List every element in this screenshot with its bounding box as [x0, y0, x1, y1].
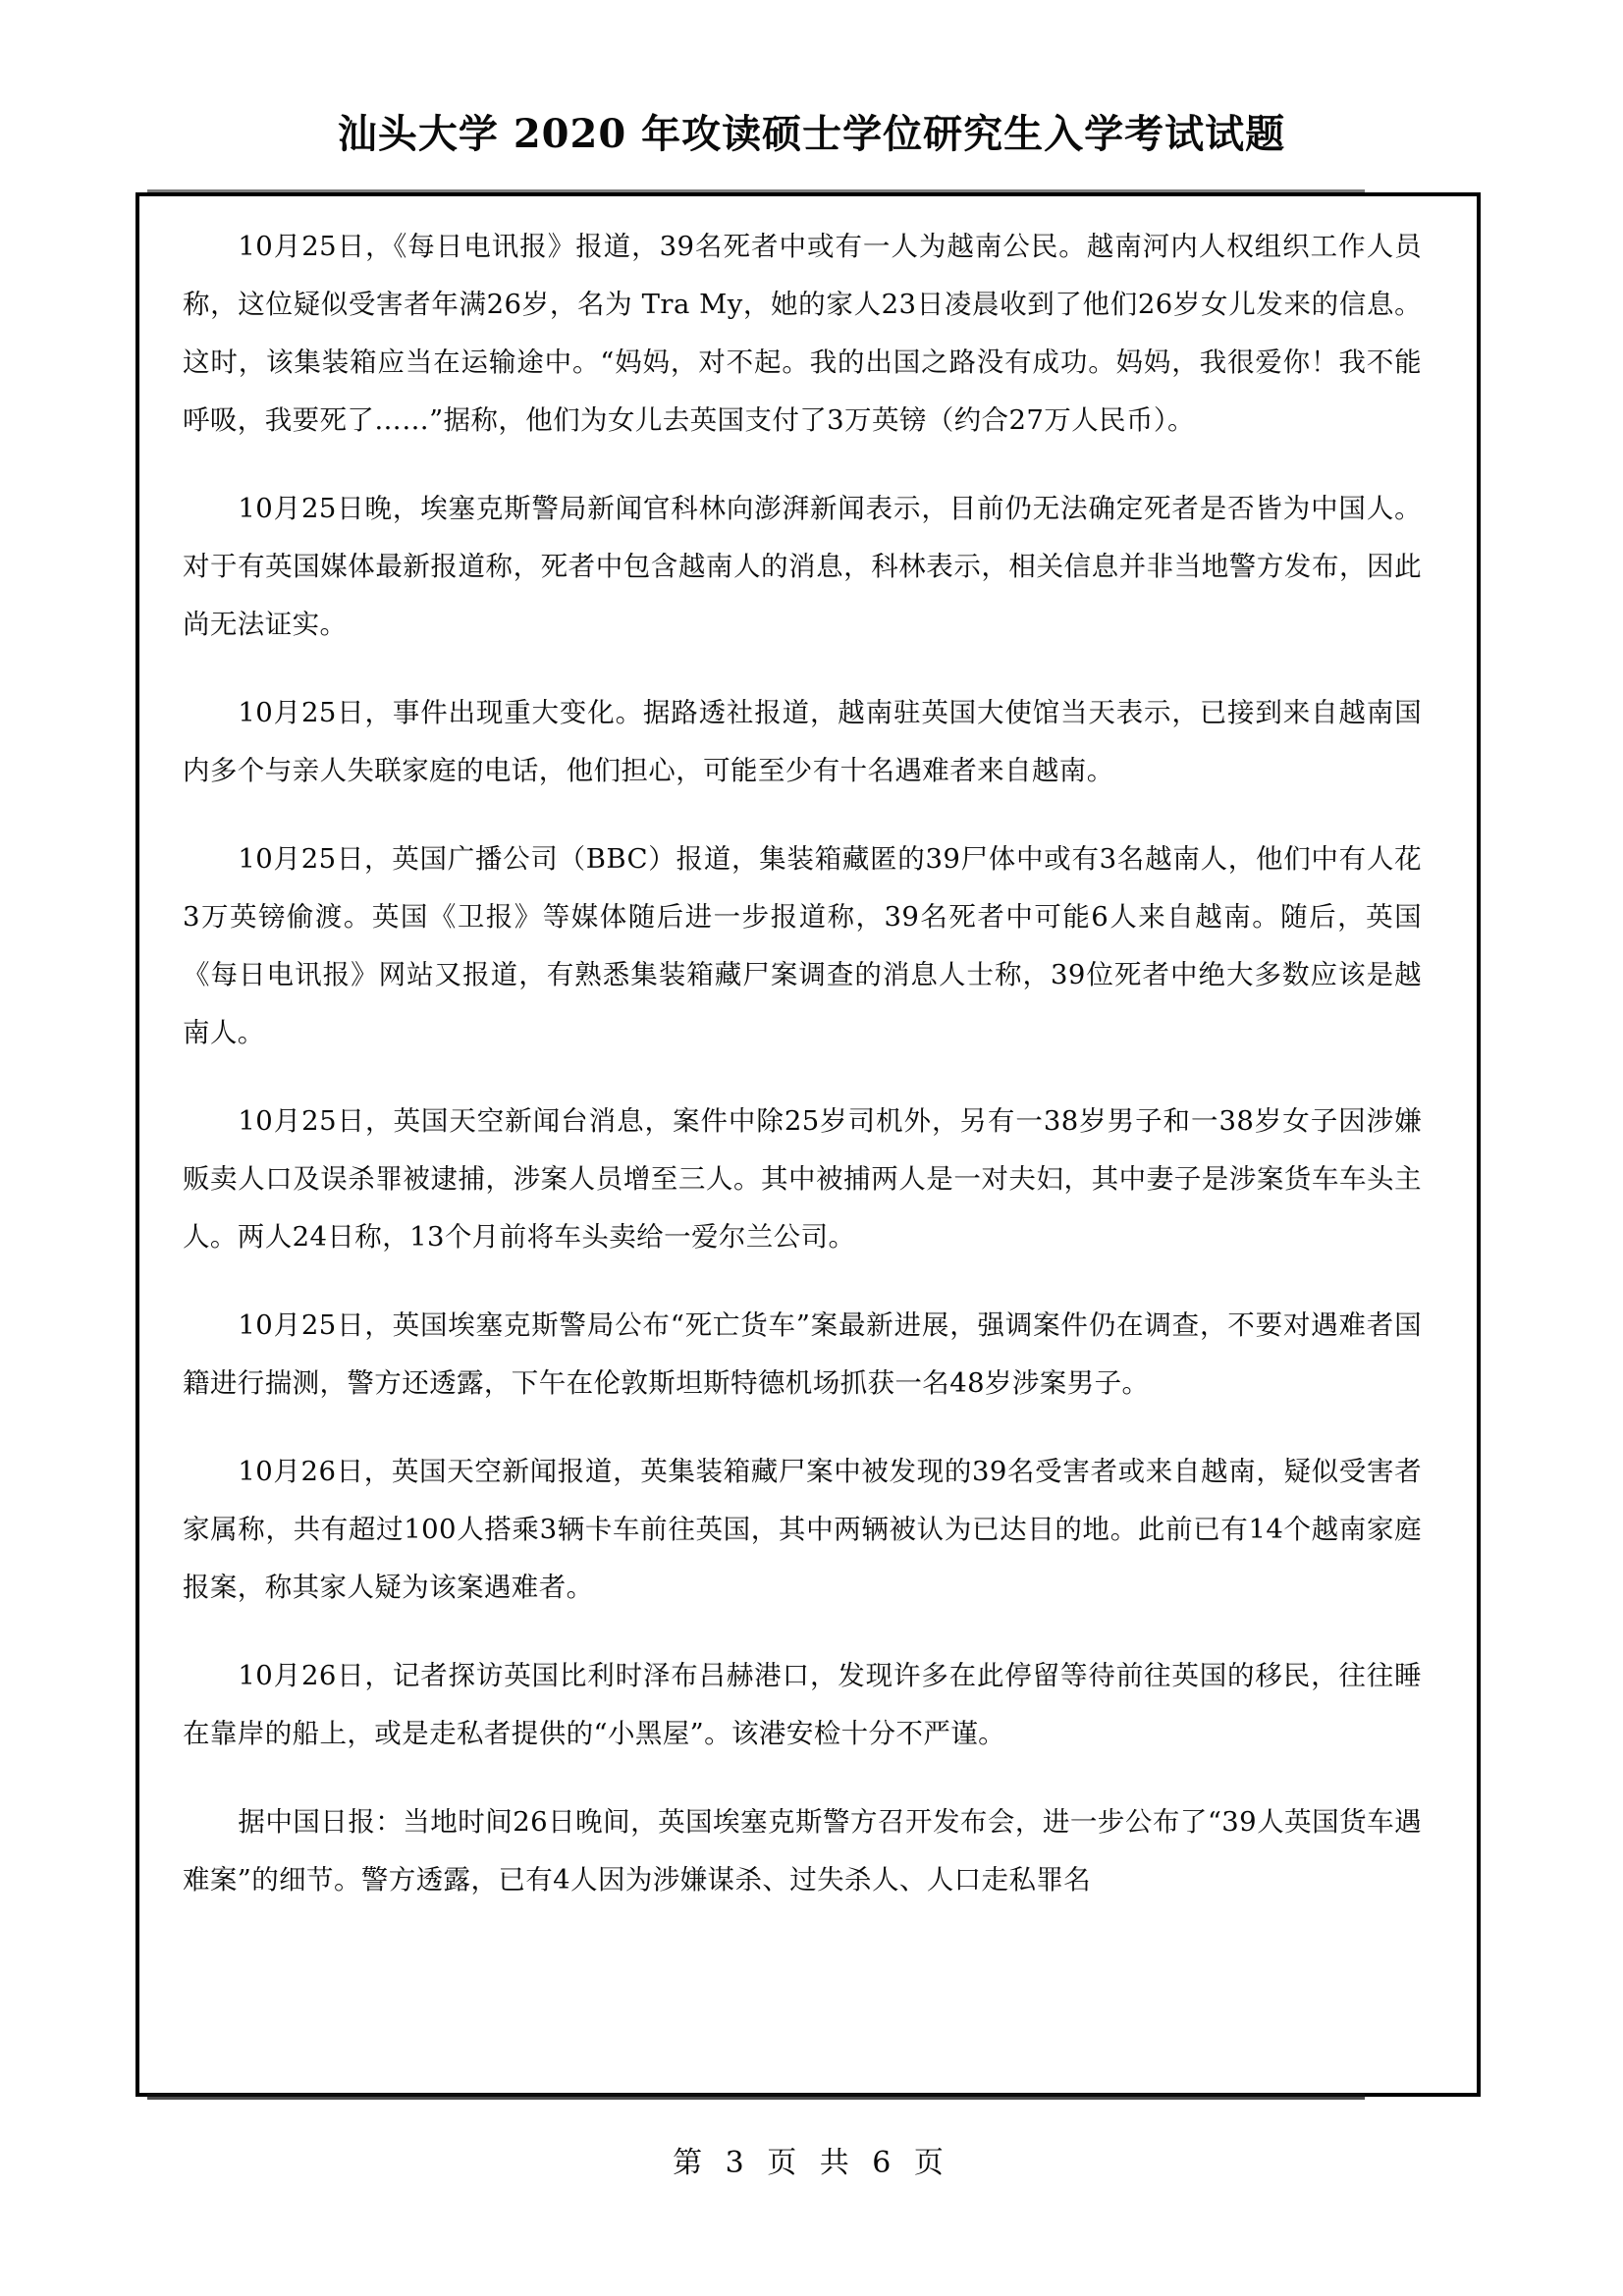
passage-paragraph: 10月25日晚，埃塞克斯警局新闻官科林向澎湃新闻表示，目前仍无法确定死者是否皆为中国人。对于有英国媒体最新报道称，死者中包含越南人的消息，科林表示，相关信息并非当地警方发布，因此尚无法证实。 [183, 493, 1422, 640]
passage-paragraph: 10月26日，英国天空新闻报道，英集装箱藏尸案中被发现的39名受害者或来自越南，疑似受害者家属称，共有超过100人搭乘3辆卡车前往英国，其中两辆被认为已达目的地。此前已有14个越南家庭报案，称其家人疑为该案遇难者。 [183, 1456, 1422, 1603]
passage-paragraph: 据中国日报：当地时间26日晚间，英国埃塞克斯警方召开发布会，进一步公布了“39人英国货车遇难案”的细节。警方透露，已有4人因为涉嫌谋杀、过失杀人、人口走私罪名 [183, 1806, 1422, 1896]
page-footer: 第 3 页 共 6 页 [673, 2146, 950, 2180]
passage-paragraph: 10月26日，记者探访英国比利时泽布吕赫港口，发现许多在此停留等待前往英国的移民，往往睡在靠岸的船上，或是走私者提供的“小黑屋”。该港安检十分不严谨。 [183, 1660, 1422, 1749]
scan-artifact-bottom [147, 2094, 1365, 2100]
passage-paragraph: 10月25日，英国埃塞克斯警局公布“死亡货车”案最新进展，强调案件仍在调查，不要对遇难者国籍进行揣测，警方还透露，下午在伦敦斯坦斯特德机场抓获一名48岁涉案男子。 [183, 1309, 1422, 1399]
passage-body [183, 218, 1422, 1909]
passage-paragraph: 10月25日，英国广播公司（BBC）报道，集装箱藏匿的39尸体中或有3名越南人，他们中有人花3万英镑偷渡。英国《卫报》等媒体随后进一步报道称，39名死者中可能6人来自越南。随后，英国《每日电讯报》网站又报道，有熟悉集装箱藏尸案调查的消息人士称，39位死者中绝大多数应该是越南人。 [183, 843, 1422, 1048]
page-title: 汕头大学 2020 年攻读硕士学位研究生入学考试试题 [337, 110, 1286, 157]
passage-paragraph: 10月25日，英国天空新闻台消息，案件中除25岁司机外，另有一38岁男子和一38岁女子因涉嫌贩卖人口及误杀罪被逮捕，涉案人员增至三人。其中被捕两人是一对夫妇，其中妻子是涉案货车车头主人。两人24日称，13个月前将车头卖给一爱尔兰公司。 [183, 1105, 1422, 1253]
passage-paragraph: 10月25日，事件出现重大变化。据路透社报道，越南驻英国大使馆当天表示，已接到来自越南国内多个与亲人失联家庭的电话，他们担心，可能至少有十名遇难者来自越南。 [183, 697, 1422, 786]
passage-frame [135, 192, 1481, 2097]
passage-paragraph: 10月25日，《每日电讯报》报道，39名死者中或有一人为越南公民。越南河内人权组织工作人员称，这位疑似受害者年满26岁，名为 Tra My，她的家人23日凌晨收到了他们26岁女儿发来的信息。这时，该集装箱应当在运输途中。“妈妈，对不起。我的出国之路没有成功。妈妈，我很爱你！我不能呼吸，我要死了……”据称，他们为女儿去英国支付了3万英镑（约合27万人民币）。 [183, 231, 1422, 436]
